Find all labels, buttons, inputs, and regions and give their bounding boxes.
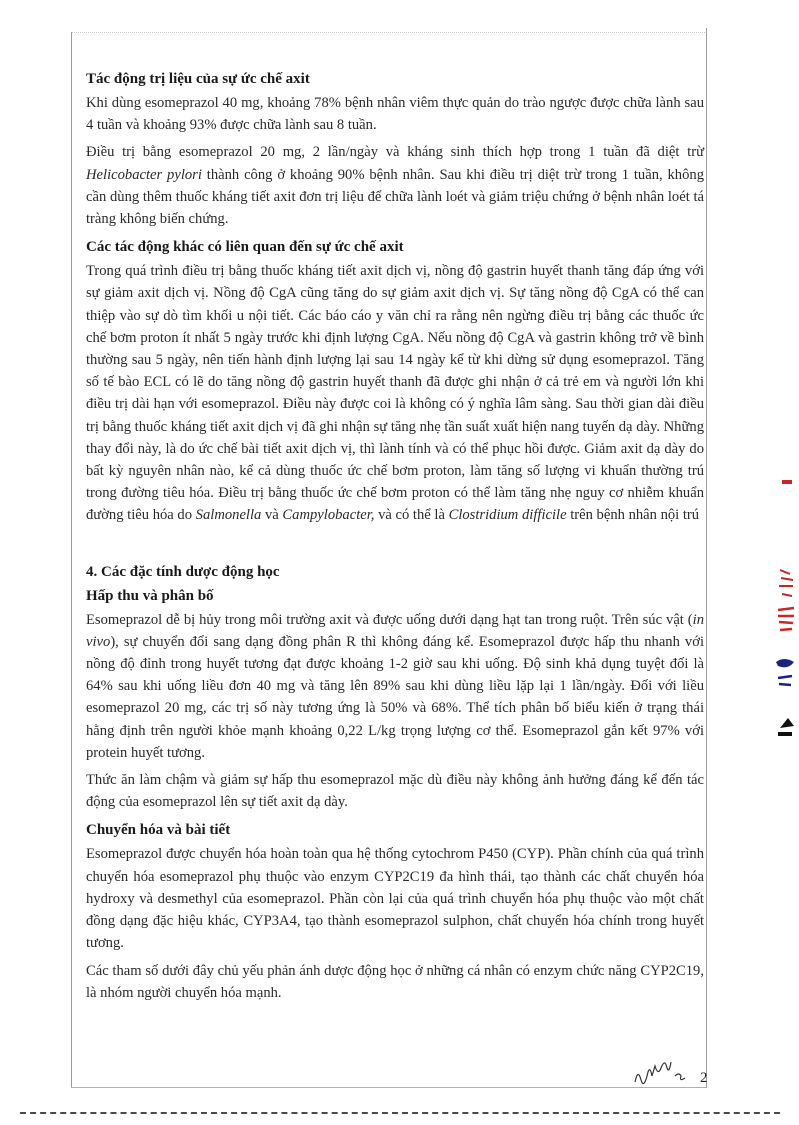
page-frame-left <box>71 32 72 1087</box>
text-run: ), sự chuyển đổi sang dạng đồng phân R thì không đáng kể. Esomeprazol được hấp thu nhanh với nồng độ đỉnh trong huyết tương đạt được khoảng 1-2 giờ sau khi uống. Độ sinh khả dụng tuyệt đối là 64% sau khi uống liều đơn 40 mg và tăng lên 89% sau khi dùng liều lặp lại 1 lần/ngày. Đối với liều esomeprazol 20 mg, các trị số này tương ứng là 50% và 68%. Thể tích phân bố biểu kiến ở trạng thái hằng định trên người khỏe mạnh khoảng 0,22 L/kg trọng lượng cơ thể. Esomeprazol gắn kết 97% với protein huyết tương. <box>86 633 704 761</box>
text-run: Esomeprazol dễ bị hủy trong môi trường axit và được uống dưới dạng hạt tan trong ruột. Trên súc vật ( <box>86 611 693 628</box>
section-heading-pharmacokinetics: 4. Các đặc tính dược động học <box>86 563 280 580</box>
italic-term: Salmonella <box>195 507 262 524</box>
text-run: thành công ở khoảng 90% bệnh nhân. Sau khi điều trị diệt trừ trong 1 tuần, không cần dùng thêm thuốc kháng tiết axit đơn trị liệu để chữa lành loét và giảm triệu chứng ở bệnh nhân loét tá tràng không biến chứng. <box>86 166 704 228</box>
subsection-heading-absorption: Hấp thu và phân bố <box>86 587 214 604</box>
italic-term: Clostridium difficile <box>448 507 567 524</box>
scan-edge-line <box>20 1112 780 1114</box>
section-heading-other-effects: Các tác động khác có liên quan đến sự ức chế axit <box>86 239 404 256</box>
handwritten-signature-icon <box>631 1062 701 1092</box>
paragraph-parameters: Các tham số dưới đây chủ yếu phản ánh dược động học ở những cá nhân có enzym chức năng CYP2C19, là nhóm người chuyển hóa mạnh. <box>86 962 704 1001</box>
paragraph-helicobacter <box>86 141 704 230</box>
document-body <box>86 68 704 1004</box>
paragraph-metabolism: Esomeprazol được chuyển hóa hoàn toàn qua hệ thống cytochrom P450 (CYP). Phần chính của quá trình chuyển hóa esomeprazol phụ thuộc vào enzym CYP2C19 đa hình thái, tạo thành các chất chuyển hóa hydroxy và desmethyl của esomeprazol. Phần còn lại của quá trình chuyển hóa phụ thuộc vào một chất đồng dạng đặc hiệu khác, CYP3A4, tạo thành esomeprazol sulphon, chất chuyển hóa chính trong huyết tương. <box>86 846 704 952</box>
paragraph-healing-rates: Khi dùng esomeprazol 40 mg, khoảng 78% bệnh nhân viêm thực quản do trào ngược được chữa lành sau 4 tuần và khoảng 93% được chữa lành sau 8 tuần. <box>86 95 704 134</box>
text-run: và có thể là <box>374 507 449 524</box>
subsection-heading-metabolism: Chuyển hóa và bài tiết <box>86 822 231 839</box>
page-frame-bottom <box>71 1087 707 1088</box>
paragraph-food-effect: Thức ăn làm chậm và giảm sự hấp thu esomeprazol mặc dù điều này không ảnh hưởng đáng kể đến tác động của esomeprazol lên sự tiết axit dạ dày. <box>86 772 704 811</box>
text-run: Điều trị bằng esomeprazol 20 mg, 2 lần/ngày và kháng sinh thích hợp trong 1 tuần đã diệt trừ <box>86 144 704 161</box>
text-run: và <box>261 507 283 524</box>
section-heading-acid-suppression-effects: Tác động trị liệu của sự ức chế axit <box>86 71 310 87</box>
paragraph-absorption <box>86 609 704 764</box>
page-number: 2 <box>700 1070 708 1086</box>
italic-term: Helicobacter pylori <box>86 166 202 183</box>
text-run: trên bệnh nhân nội trú <box>566 507 700 524</box>
italic-term: in vivo <box>86 611 704 650</box>
italic-term: Campylobacter, <box>282 507 375 524</box>
page-frame-top <box>71 32 707 33</box>
paragraph-gastrin-cga <box>86 260 704 526</box>
page-frame-right <box>706 28 707 1088</box>
stamp-fragment-marks <box>770 470 799 760</box>
text-run: Trong quá trình điều trị bằng thuốc kháng tiết axit dịch vị, nồng độ gastrin huyết thanh tăng đáp ứng với sự giảm axit dịch vị. Nồng độ CgA cũng tăng do sự giảm axit dịch vị. Sự tăng nồng độ CgA có thể can thiệp vào sự dò tìm khối u nội tiết. Các báo cáo y văn chỉ ra rằng nên ngừng điều trị bằng các thuốc ức chế bơm proton ít nhất 5 ngày trước khi định lượng CgA. Nếu nồng độ CgA và gastrin không trở về bình thường sau 5 ngày, nên tiến hành định lượng lại sau 14 ngày kể từ khi dừng sử dụng esomeprazol. Tăng số tế bào ECL có lẽ do tăng nồng độ gastrin huyết thanh đã được ghi nhận ở cả trẻ em và người lớn khi điều trị dài hạn với esomeprazol. Điều này được coi là không có ý nghĩa lâm sàng. Sau thời gian dài điều trị bằng thuốc kháng tiết axit dịch vị đã ghi nhận sự tăng nhẹ tần suất xuất hiện nang tuyến dạ dày. Những thay đổi này, là do ức chế bài tiết axit dịch vị, thì lành tính và có thể phục hồi được. Giảm axit dạ dày do bất kỳ nguyên nhân nào, kể cả dùng thuốc ức chế bơm proton, làm tăng số lượng vi khuẩn thường trú trong đường tiêu hóa. Điều trị bằng thuốc ức chế bơm proton có thể làm tăng nhẹ nguy cơ nhiễm khuẩn đường tiêu hóa do <box>86 263 704 524</box>
